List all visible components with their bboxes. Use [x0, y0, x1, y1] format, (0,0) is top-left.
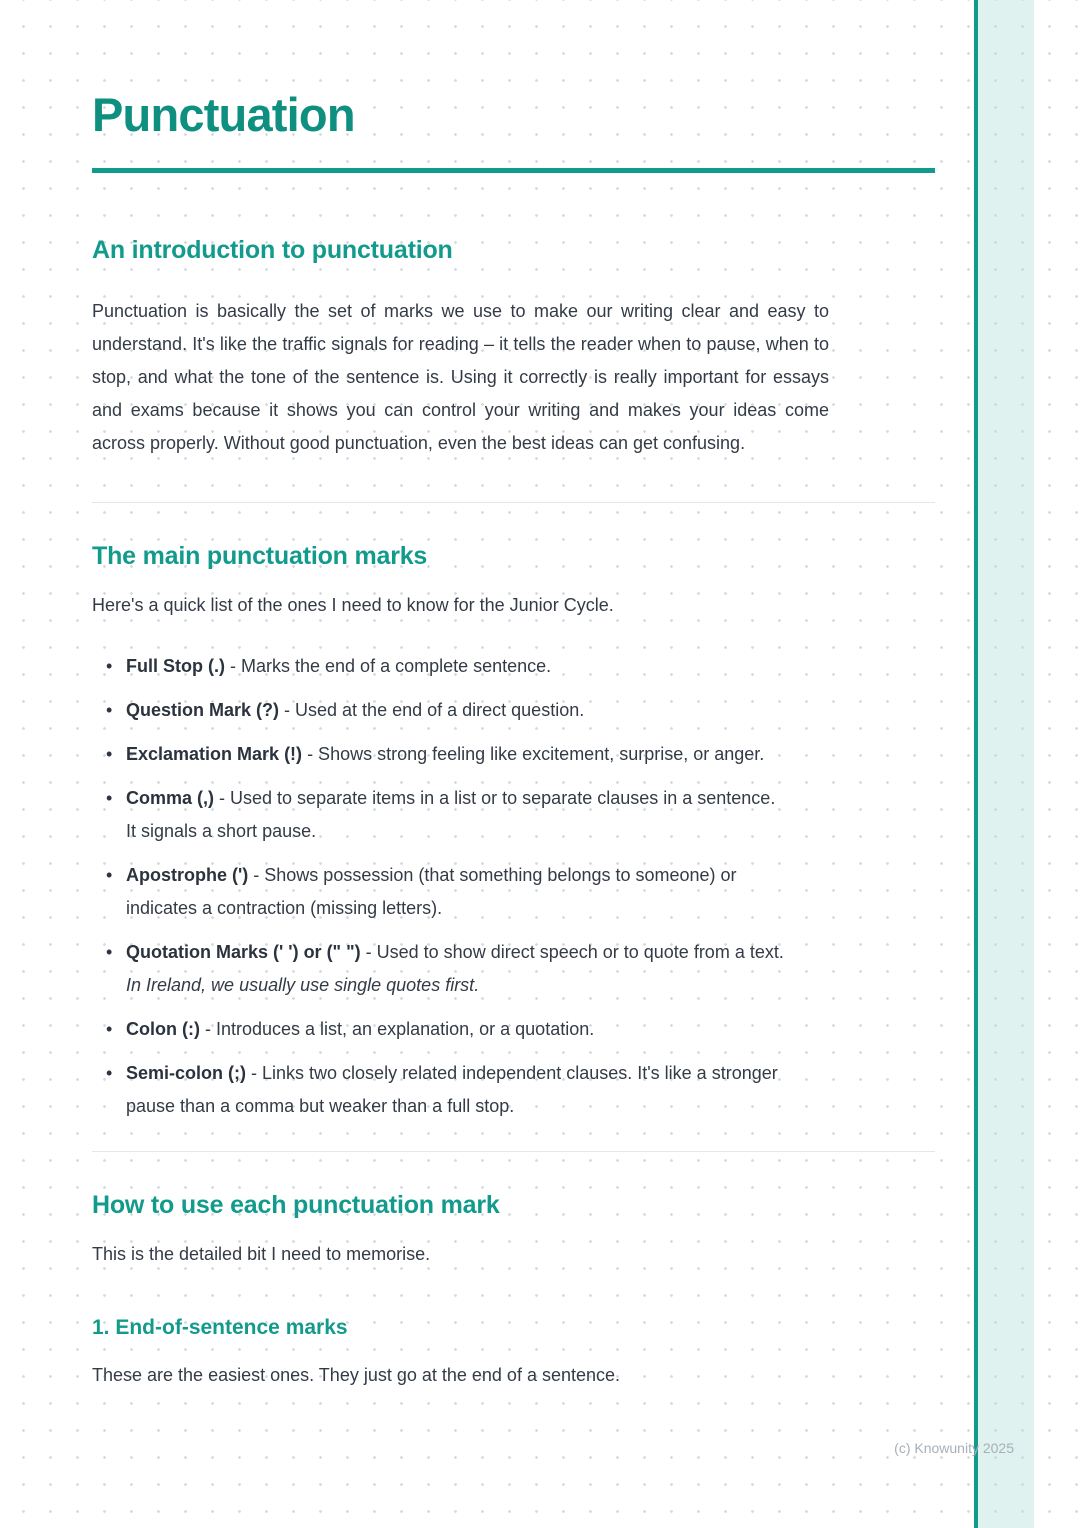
intro-section-heading: An introduction to punctuation — [92, 236, 453, 264]
marks-lead: Here's a quick list of the ones I need to know for the Junior Cycle. — [92, 595, 614, 615]
right-accent-line — [974, 0, 978, 1528]
section-divider — [92, 502, 935, 503]
mark-desc: - Marks the end of a complete sentence. — [230, 656, 552, 676]
end-of-sentence-subheading: 1. End-of-sentence marks — [92, 1316, 348, 1339]
mark-desc: - Introduces a list, an explanation, or a quotation. — [204, 1019, 595, 1039]
punctuation-marks-list — [92, 650, 784, 1123]
intro-paragraph: Punctuation is basically the set of marks we use to make our writing clear and easy to understand. It's like the traffic signals for reading – it tells the reader when to pause, when to stop, and what the tone of the sentence is. Using it correctly is really important for essays and exams because it shows you can control your writing and makes your ideas come across properly. Without good punctuation, even the best ideas can get confusing. — [92, 301, 829, 453]
marks-section-heading: The main punctuation marks — [92, 542, 428, 570]
title-rule — [92, 168, 935, 173]
section-divider — [92, 1151, 935, 1152]
mark-desc: - Shows strong feeling like excitement, surprise, or anger. — [307, 744, 765, 764]
copyright-footer: (c) Knowunity 2025 — [894, 1440, 1014, 1456]
mark-desc: - Shows possession (that something belongs to someone) or indicates a contraction (missing letters). — [126, 865, 737, 918]
mark-term: Exclamation Mark (!) — [126, 744, 303, 764]
list-item — [106, 694, 784, 727]
mark-term: Quotation Marks (' ') or (" ") — [126, 942, 361, 962]
list-item — [106, 782, 784, 848]
list-item — [106, 859, 784, 925]
mark-term: Question Mark (?) — [126, 700, 280, 720]
mark-note: In Ireland, we usually use single quotes first. — [126, 975, 480, 995]
right-accent-band — [978, 0, 1034, 1528]
usage-lead: This is the detailed bit I need to memorise. — [92, 1244, 431, 1264]
mark-desc: - Used to show direct speech or to quote from a text. — [365, 942, 784, 962]
mark-desc: - Used to separate items in a list or to separate clauses in a sentence. It signals a short pause. — [126, 788, 776, 841]
mark-term: Semi-colon (;) — [126, 1063, 246, 1083]
end-of-sentence-lead: These are the easiest ones. They just go at the end of a sentence. — [92, 1365, 621, 1385]
list-item — [106, 936, 784, 1002]
mark-term: Comma (,) — [126, 788, 215, 808]
list-item — [106, 738, 784, 771]
mark-term: Colon (:) — [126, 1019, 200, 1039]
list-item — [106, 1013, 784, 1046]
mark-term: Full Stop (.) — [126, 656, 225, 676]
document-content — [92, 88, 935, 1392]
usage-section-heading: How to use each punctuation mark — [92, 1191, 500, 1219]
page-title: Punctuation — [92, 88, 355, 141]
mark-desc: - Links two closely related independent clauses. It's like a stronger pause than a comma but weaker than a full stop. — [126, 1063, 778, 1116]
list-item — [106, 650, 784, 683]
mark-desc: - Used at the end of a direct question. — [284, 700, 585, 720]
list-item — [106, 1057, 784, 1123]
mark-term: Apostrophe (') — [126, 865, 249, 885]
